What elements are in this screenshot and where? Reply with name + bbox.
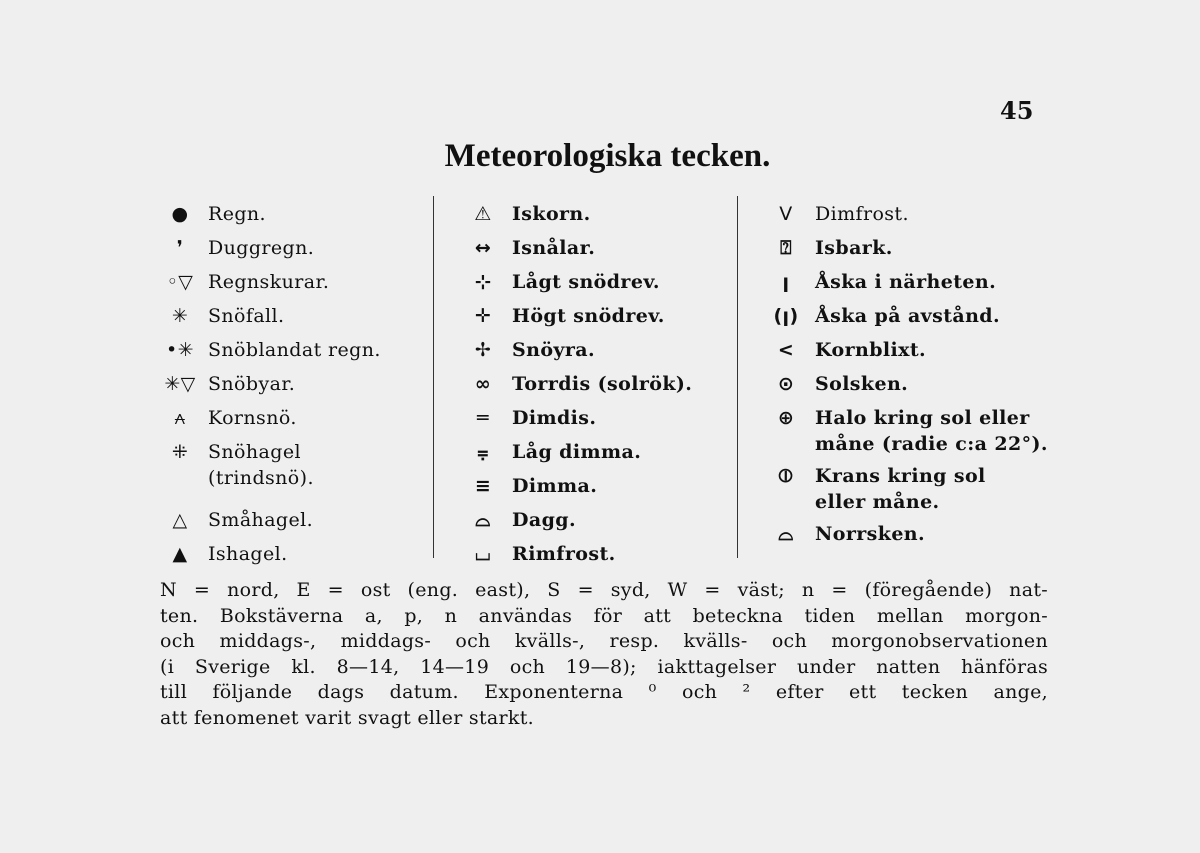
legend-label-line: Duggregn. (208, 237, 315, 259)
legend-label (200, 401, 297, 435)
legend-entry (462, 469, 732, 503)
legend-label (504, 197, 591, 231)
legend-label (200, 197, 266, 231)
legend-entry (160, 299, 422, 333)
three-lines-icon: ≡ (474, 475, 492, 497)
dashed-lines-icon: ⩦ (477, 441, 489, 463)
thunder-icon: ꞁ (782, 271, 790, 293)
column-divider (433, 196, 434, 558)
page-title: Meteorologiska tecken. (444, 138, 771, 174)
legend-label-line: (trindsnö). (208, 467, 314, 489)
legend-entry (160, 367, 422, 401)
open-triangle-icon: △ (172, 509, 188, 531)
legend-label-line: Ishagel. (208, 543, 288, 565)
legend-label-line: Torrdis (solrök). (512, 373, 693, 395)
legend-label-line: Dimfrost. (815, 203, 909, 225)
legend-entry (765, 367, 1055, 401)
legend-entry (462, 197, 732, 231)
footnote-line: och middags-, middags- och kvälls-, resp. kvälls- och morgonobservationen (160, 630, 1048, 652)
legend-entry (765, 333, 1055, 367)
legend-label-line: Högt snödrev. (512, 305, 665, 327)
legend-entry (160, 333, 422, 367)
dot-over-triangle-icon: ◦▽ (166, 271, 194, 293)
symbol-column-3 (765, 197, 1055, 551)
legend-label-line: Isnålar. (512, 237, 596, 259)
legend-label-line: Solsken. (815, 373, 909, 395)
legend-label-line: Dimma. (512, 475, 598, 497)
legend-entry (462, 367, 732, 401)
legend-label (504, 299, 665, 333)
legend-label-line: Åska i närheten. (815, 271, 997, 293)
legend-label (504, 367, 692, 401)
footnote-line: (i Sverige kl. 8—14, 14—19 och 19—8); iakttagelser under natten hänföras (160, 655, 1048, 678)
legend-label (807, 197, 909, 231)
high-drift-icon: ✛ (474, 305, 492, 327)
legend-entry (160, 231, 422, 265)
legend-label-line: Kornsnö. (208, 407, 297, 429)
legend-entry (765, 517, 1055, 551)
footnote (160, 578, 1048, 731)
legend-label (504, 231, 595, 265)
footnote-line: N = nord, E = ost (eng. east), S = syd, W = väst; n = (föregående) nat- (160, 579, 1048, 601)
legend-label (200, 333, 381, 367)
legend-label (807, 463, 986, 515)
triangle-with-bar-icon: ⩜ (174, 407, 186, 429)
legend-label-line: måne (radie c:a 22°). (815, 433, 1048, 455)
aurora-icon: ⌓ (778, 523, 794, 545)
legend-entry (765, 401, 1055, 459)
legend-label-line: Regn. (208, 203, 266, 225)
filled-triangle-icon: ▲ (172, 543, 188, 565)
legend-label (200, 299, 284, 333)
legend-entry (160, 265, 422, 299)
page-number: 45 (1000, 96, 1034, 125)
legend-entry (462, 503, 732, 537)
legend-label-line: eller måne. (815, 491, 940, 513)
filled-dot-icon: ● (171, 203, 189, 225)
legend-entry (765, 299, 1055, 333)
legend-entry (765, 231, 1055, 265)
legend-entry (160, 401, 422, 435)
legend-label (807, 333, 926, 367)
footnote-line: att fenomenet varit svagt eller starkt. (160, 706, 534, 729)
legend-label (504, 435, 641, 469)
legend-label-line: Snöyra. (512, 339, 595, 361)
dew-icon: ⌓ (475, 509, 491, 531)
legend-entry (462, 265, 732, 299)
legend-label (504, 265, 660, 299)
triangle-dot-icon: ⚠ (474, 203, 492, 225)
comma-icon: ❜ (176, 237, 184, 259)
legend-label (200, 231, 314, 265)
legend-label-line: Låg dimma. (512, 441, 642, 463)
legend-label-line: Åska på avstånd. (815, 305, 1000, 327)
lightning-icon: < (777, 339, 795, 361)
frost-icon: ⌴ (475, 543, 491, 565)
legend-entry (160, 435, 422, 503)
legend-label-line: Lågt snödrev. (512, 271, 660, 293)
legend-label-line: Dimdis. (512, 407, 597, 429)
legend-label (504, 503, 576, 537)
sun-icon: ⊙ (777, 373, 795, 395)
legend-label (807, 517, 925, 551)
legend-label-line: Regnskurar. (208, 271, 330, 293)
legend-entry (160, 537, 422, 571)
legend-entry (462, 333, 732, 367)
legend-label-line: Iskorn. (512, 203, 591, 225)
legend-label-line: Dagg. (512, 509, 576, 531)
legend-label (200, 367, 295, 401)
legend-entry (462, 537, 732, 571)
legend-label-line: Snöhagel (208, 441, 301, 463)
legend-entry (765, 459, 1055, 517)
legend-label-line: Småhagel. (208, 509, 314, 531)
legend-label-line: Snöbyar. (208, 373, 296, 395)
legend-label (807, 367, 908, 401)
symbol-column-1 (160, 197, 422, 571)
double-arrow-icon: ↔ (474, 237, 492, 259)
legend-label (200, 439, 314, 491)
halo-icon: ⊕ (777, 407, 795, 429)
legend-label-line: Norrsken. (815, 523, 926, 545)
legend-label (200, 537, 288, 571)
two-lines-icon: ═ (477, 407, 489, 429)
legend-label-line: Snöblandat regn. (208, 339, 381, 361)
asterisk-underlined-icon: ⁜ (171, 441, 189, 463)
legend-label (807, 231, 893, 265)
legend-label (200, 503, 313, 537)
legend-label-line: Krans kring sol (815, 465, 986, 487)
legend-label (200, 265, 329, 299)
legend-entry (765, 197, 1055, 231)
legend-label-line: Rimfrost. (512, 543, 616, 565)
asterisk-over-triangle-icon: ✳▽ (164, 373, 196, 395)
legend-label (504, 537, 616, 571)
legend-entry (462, 299, 732, 333)
legend-label (807, 299, 1000, 333)
asterisk-icon: ✳ (171, 305, 189, 327)
infinity-icon: ∞ (474, 373, 492, 395)
blizzard-icon: ✢ (474, 339, 492, 361)
legend-label (504, 469, 597, 503)
column-divider (737, 196, 738, 558)
legend-label (504, 333, 595, 367)
legend-entry (160, 197, 422, 231)
legend-entry (462, 401, 732, 435)
legend-entry (462, 435, 732, 469)
legend-entry (462, 231, 732, 265)
legend-label (504, 401, 596, 435)
legend-label-line: Halo kring sol eller (815, 407, 1030, 429)
footnote-line: ten. Bokstäverna a, p, n användas för att beteckna tiden mellan morgon- (160, 604, 1048, 627)
v-icon: V (779, 203, 793, 225)
footnote-line: till följande dags datum. Exponenterna ⁰ och ² efter ett tecken ange, (160, 681, 1048, 703)
dot-over-asterisk-icon: •✳ (166, 339, 194, 361)
symbol-column-2 (462, 197, 732, 571)
legend-label-line: Snöfall. (208, 305, 285, 327)
legend-label (807, 265, 996, 299)
low-drift-icon: ⊹ (474, 271, 492, 293)
legend-label-line: Kornblixt. (815, 339, 927, 361)
legend-label-line: Isbark. (815, 237, 893, 259)
legend-entry (765, 265, 1055, 299)
legend-entry (160, 503, 422, 537)
boxed-wave-icon: ⍰ (780, 237, 792, 259)
corona-icon: ⦶ (778, 465, 794, 487)
distant-thunder-icon: (ꞁ) (773, 305, 799, 327)
legend-label (807, 405, 1048, 457)
